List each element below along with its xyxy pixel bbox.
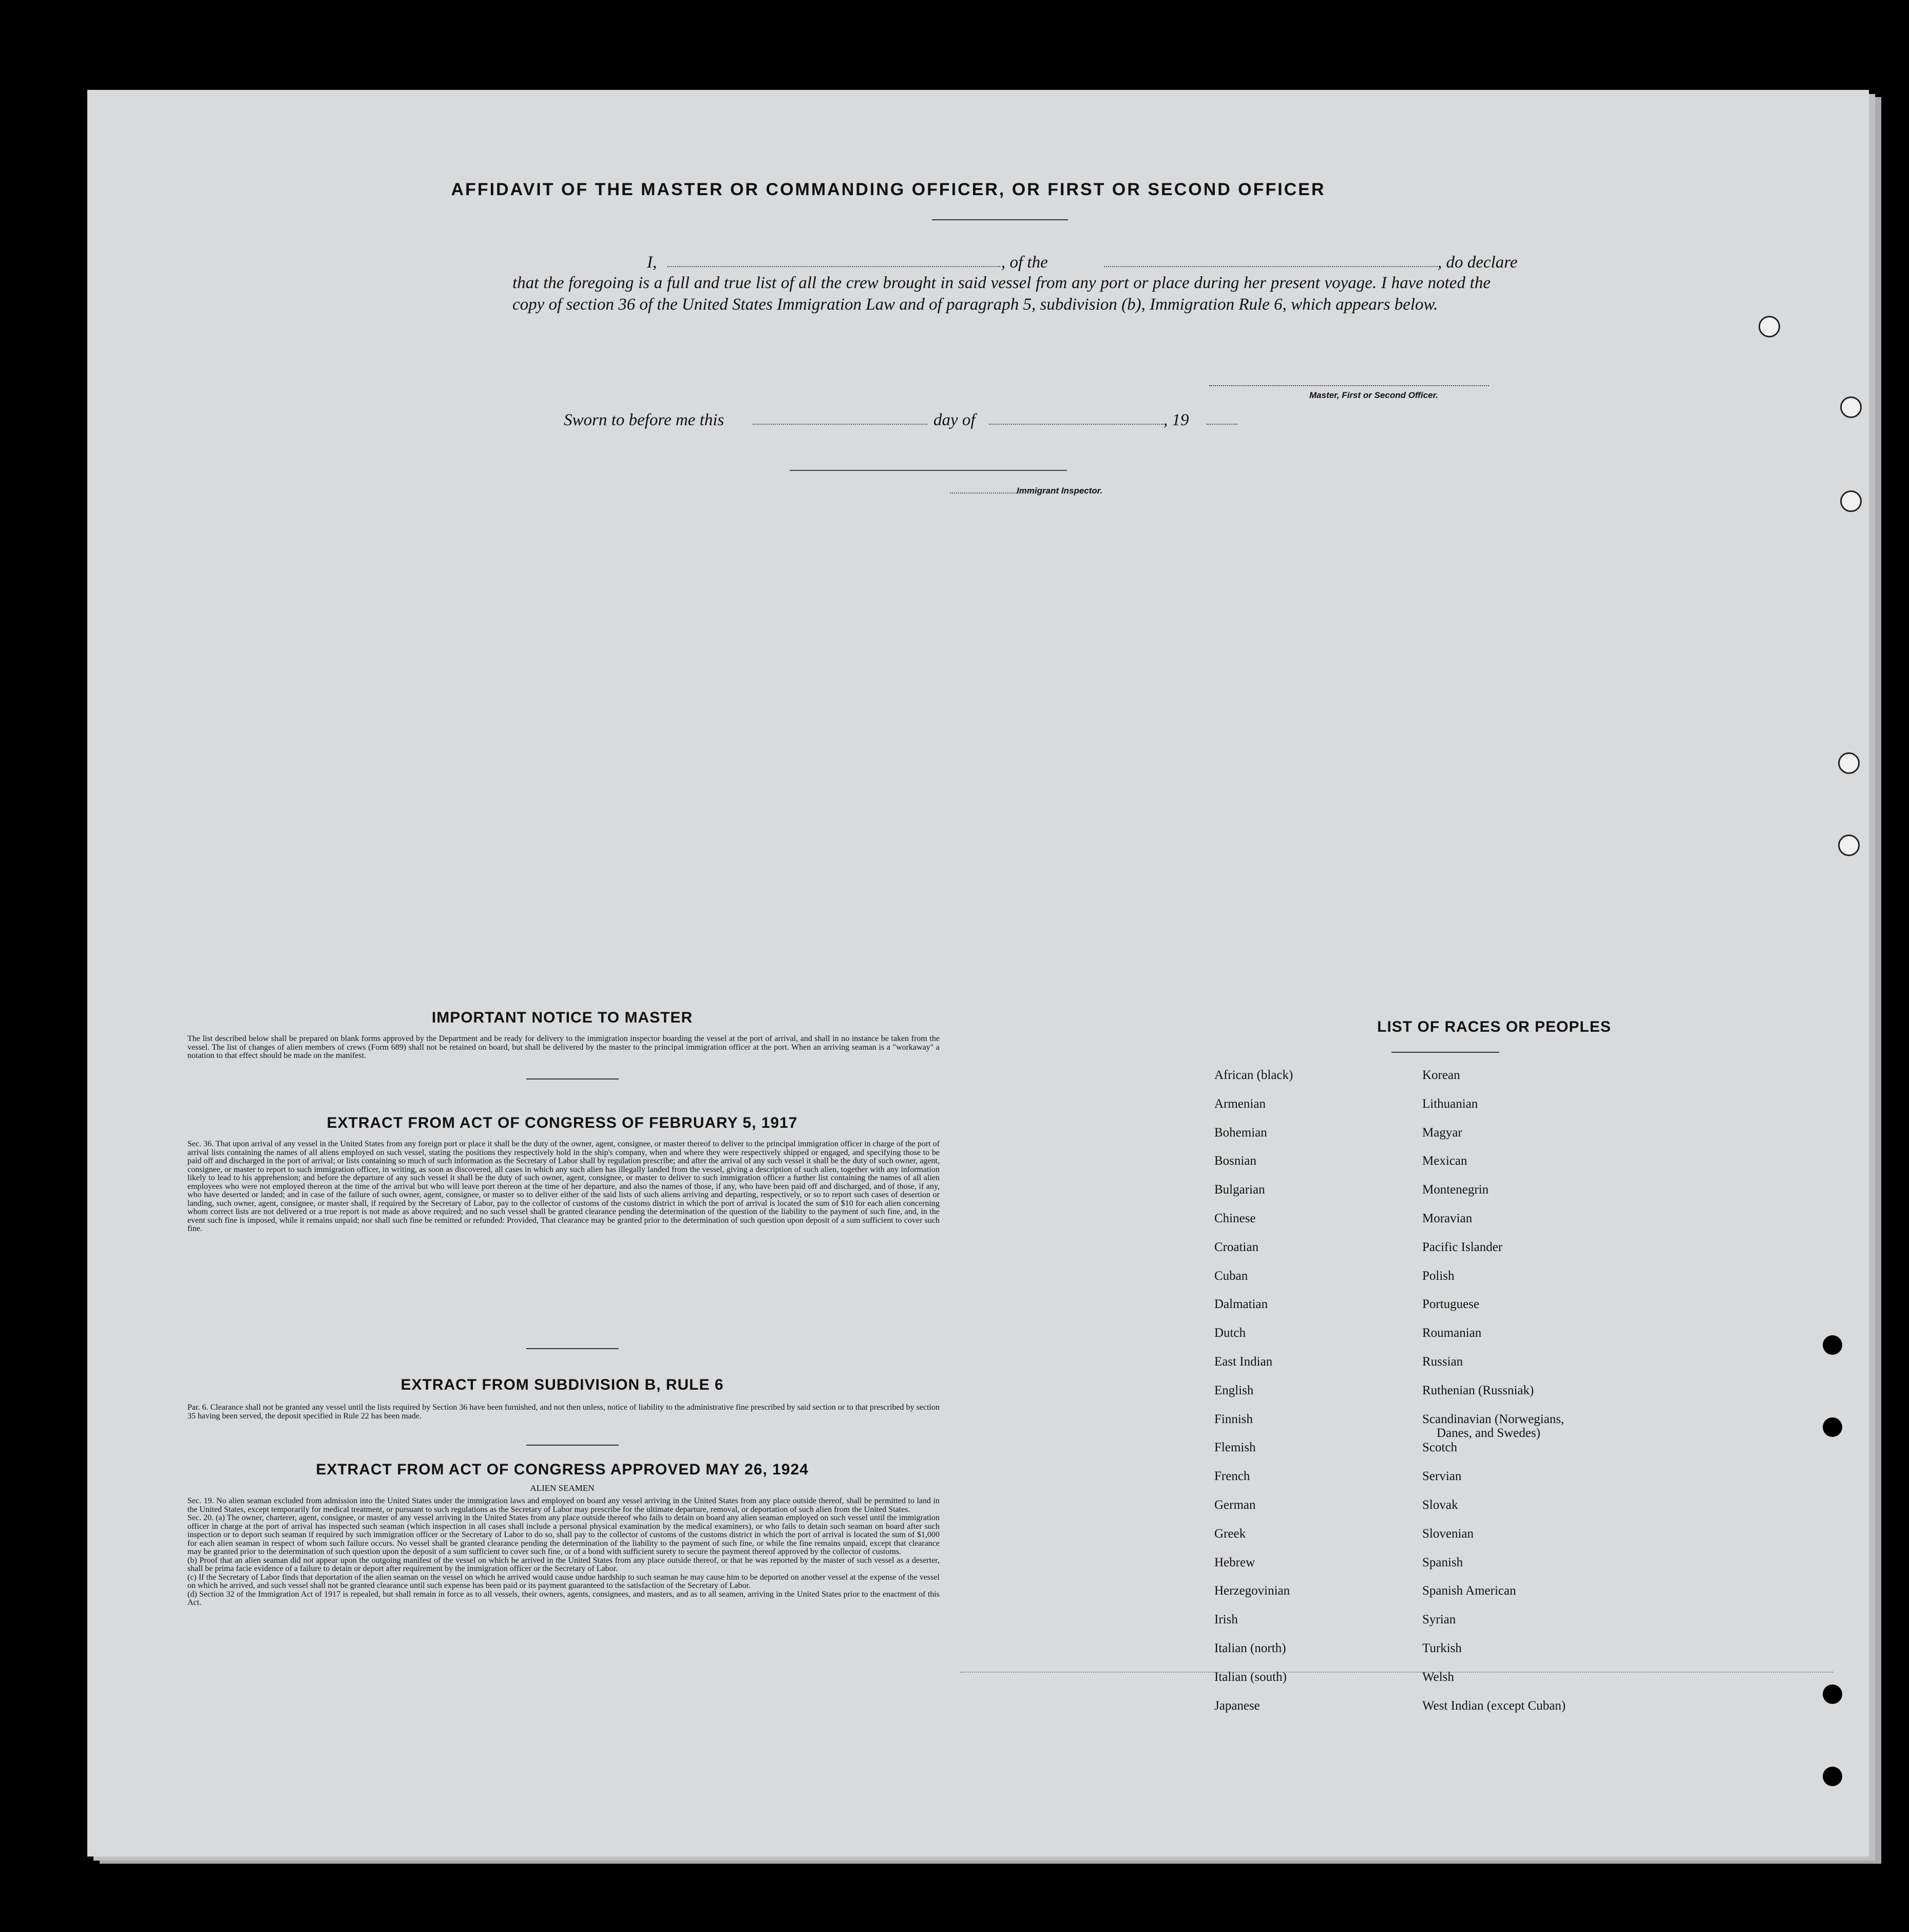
race-col2-item: Magyar — [1422, 1125, 1462, 1140]
race-col1-item: African (black) — [1214, 1068, 1293, 1082]
race-col1-item: Bulgarian — [1214, 1183, 1265, 1197]
rule6-text: Par. 6. Clearance shall not be granted any vessel until the lists required by Section 36 have been furnished, and not then unless, notice of liability to the administrative fine prescribed by said section or to that prescribed by section 35 having been served, the deposit specified in Rule 22 has been made. — [187, 1403, 940, 1420]
inspector-signature-line[interactable] — [790, 470, 1067, 471]
race-col2-item: Polish — [1422, 1268, 1455, 1283]
vessel-field[interactable] — [1104, 252, 1438, 267]
sec20a-text: Sec. 20. (a) The owner, charterer, agent, consignee, or master of any vessel arriving in the United States from any place outside thereof who fails to detain on board any alien seaman employed on such vessel until the immigration officer in charge at the port of arrival has inspected such seaman (which inspection in all cases shall include a personal physical examination by the medical examiners), or who fails to detain such seaman on board after such inspection or to deport such seaman if required by such immigration officer or the Secretary of Labor to do so, shall pay to the collector of customs of the customs district in which the port of arrival is located the sum of $1,000 for each alien seaman in respect of whom such failure occurs. No vessel shall be granted clearance pending the determination of the liability to the payment of such fine, or while the fine remains unpaid, except that clearance may be granted prior to the determination of such question upon the deposit of a sum sufficient to cover such fine, or of a bond with sufficient surety to secure the payment thereof approved by the collector of customs. — [187, 1513, 940, 1556]
sec19-text: Sec. 19. No alien seaman excluded from admission into the United States under the immigration laws and employed on board any vessel arriving in the United States from any place outside thereof, shall be permitted to land in the United States, except temporarily for medical treatment, or pursuant to such regulations as the Secretary of Labor may prescribe for the ultimate departure, removal, or deportation of such alien from the United States. — [187, 1497, 940, 1514]
notice-rule — [526, 1078, 619, 1079]
race-col2-item: West Indian (except Cuban) — [1422, 1698, 1566, 1713]
act1924-subtitle: ALIEN SEAMEN — [530, 1483, 595, 1493]
race-col2-item: Slovenian — [1422, 1526, 1474, 1541]
races-title: LIST OF RACES OR PEOPLES — [1377, 1018, 1611, 1035]
race-col1-item: Italian (north) — [1214, 1641, 1286, 1655]
binder-hole-ring-3 — [1840, 490, 1862, 512]
act1924-text — [187, 1497, 940, 1607]
race-col1-item: Dutch — [1214, 1326, 1246, 1340]
race-col1-item: Dalmatian — [1214, 1297, 1268, 1312]
document-page — [87, 90, 1869, 1857]
inspector-label-text: Immigrant Inspector. — [1017, 486, 1103, 496]
inspector-label — [950, 485, 1102, 496]
title-rule — [932, 219, 1068, 220]
act1917-rule — [526, 1348, 619, 1349]
sec20b-text: (b) Proof that an alien seaman did not appear upon the outgoing manifest of the vessel on which he arrived in the United States from any place outside thereof, or that he was reported by the master of such vessel as a deserter, shall be prima facie evidence of a failure to detain or deport after requirement by the immigration officer or the Secretary of Labor. — [187, 1556, 940, 1573]
affidavit-of-label: , of the — [1001, 253, 1048, 272]
binder-hole-2 — [1823, 1417, 1842, 1437]
rule6-rule — [526, 1445, 619, 1446]
sworn-year-field[interactable] — [1207, 409, 1237, 425]
race-col1-item: Croatian — [1214, 1240, 1259, 1254]
race-col1-item: Flemish — [1214, 1441, 1256, 1455]
sec20c-text: (c) If the Secretary of Labor finds that deportation of the alien seaman on the vessel on which he arrived would cause undue hardship to such seaman he may cause him to be deported on another vessel at the expense of the vessel on which he arrived, and such vessel shall not be granted clearance until such expense has been paid or its payment guaranteed to the satisfaction of the Secretary of Labor. — [187, 1573, 940, 1590]
notice-text: The list described below shall be prepared on blank forms approved by the Department and be ready for delivery to the immigration inspector boarding the vessel at the port of arrival, and shall in no instance be taken from the vessel. The list of changes of alien members of crews (Form 689) shall not be retained on board, but shall be delivered by the master to the principal immigration officer at the port. When an arriving seaman is a "workaway" a notation to that effect should be made on the manifest. — [187, 1034, 940, 1060]
master-label: Master, First or Second Officer. — [1309, 390, 1438, 400]
race-col2-item: Ruthenian (Russniak) — [1422, 1383, 1534, 1397]
binder-hole-1 — [1823, 1335, 1842, 1355]
race-col1-item: Cuban — [1214, 1268, 1248, 1283]
race-col1-item: Herzegovinian — [1214, 1584, 1290, 1598]
race-col1-item: Finnish — [1214, 1412, 1253, 1426]
sworn-day-field[interactable] — [753, 409, 927, 425]
race-col1-item: Hebrew — [1214, 1555, 1255, 1569]
race-col2-item: Pacific Islander — [1422, 1240, 1503, 1254]
race-col2-item: Syrian — [1422, 1613, 1456, 1627]
race-col1-item: German — [1214, 1498, 1256, 1512]
race-col2-item: Mexican — [1422, 1154, 1467, 1168]
race-col2-item: Welsh — [1422, 1670, 1454, 1684]
rule6-title: EXTRACT FROM SUBDIVISION B, RULE 6 — [400, 1376, 724, 1393]
race-col1-item: Irish — [1214, 1613, 1238, 1627]
race-col2-item: Lithuanian — [1422, 1096, 1478, 1111]
race-col1-item: Chinese — [1214, 1211, 1256, 1225]
sworn-month-field[interactable] — [989, 409, 1163, 425]
affidavit-paragraph: that the foregoing is a full and true list of all the crew brought in said vessel from any port or place during her present voyage. I have noted the copy of section 36 of the United States Immigration Law and of paragraph 5, subdivision (b), Immigration Rule 6, which appears below. — [512, 274, 1491, 314]
dotted-divider — [960, 1672, 1833, 1673]
race-col1-item: Bohemian — [1214, 1125, 1267, 1140]
race-col2-item: Moravian — [1422, 1211, 1473, 1225]
affidavit-declare-label: , do declare — [1438, 253, 1518, 272]
master-signature-line[interactable] — [1209, 385, 1489, 386]
race-col2-item: Roumanian — [1422, 1326, 1482, 1340]
race-col2-item: Scotch — [1422, 1441, 1458, 1455]
sworn-day-label: day of — [933, 411, 976, 429]
race-col2-item: Turkish — [1422, 1641, 1462, 1655]
race-col2-item: Slovak — [1422, 1498, 1458, 1512]
sworn-year-label: , 19 — [1163, 411, 1189, 429]
race-col1-item: Japanese — [1214, 1698, 1260, 1713]
name-field[interactable] — [667, 252, 1000, 267]
binder-hole-ring-4 — [1838, 752, 1860, 774]
binder-hole-ring-5 — [1838, 835, 1860, 856]
race-col1-item: English — [1214, 1383, 1254, 1397]
inspector-dots — [950, 485, 1017, 494]
sworn-label: Sworn to before me this — [564, 411, 724, 429]
bleed-through — [549, 146, 1422, 660]
act1917-text: Sec. 36. That upon arrival of any vessel in the United States from any foreign port or place it shall be the duty of the owner, agent, consignee, or master thereof to deliver to the principal immigration officer in charge of the port of arrival lists containing the names of all aliens employed on such vessel, stating the positions they respectively hold in the ship's company, when and where they were respectively shipped or engaged, and specifying those to be paid off and discharged in the port of arrival; or lists containing so much of such information as the Secretary of Labor shall by regulation prescribe; and after the arrival of any such vessel it shall be the duty of such owner, agent, consignee, or master to report to such immigration officer, in writing, as soon as discovered, all cases in which any such alien has illegally landed from the vessel, giving a description of such alien, together with any information likely to lead to his apprehension; and before the departure of any such vessel it shall be the duty of such owner, agent, consignee, or master to deliver to such immigration officer a further list containing the names of all alien employees who were not employed thereon at the time of the arrival but who will leave port thereon at the time of her departure, and also the names of those, if any, who have been paid off and discharged, and of those, if any, who have deserted or landed; and in case of the failure of such owner, agent, consignee, or master so to deliver either of the said lists of such aliens arriving and departing, respectively, or so to report such cases of desertion or landing, such owner, agent, consignee, or master shall, if required by the Secretary of Labor, pay to the collector of customs of the customs district in which the port of arrival is located the sum of $10 for each alien concerning whom correct lists are not delivered or a true report is not made as above required; and no such vessel shall be granted clearance pending the determination of the question of the liability to the payment of such fine, and, in the event such fine is imposed, while it remains unpaid; nor shall such fine be remitted or refunded: Provided, That clearance may be granted prior to the determination of such question upon deposit of a sum sufficient to cover such fine. — [187, 1140, 940, 1233]
affidavit-title: AFFIDAVIT OF THE MASTER OR COMMANDING OFFICER, OR FIRST OR SECOND OFFICER — [451, 180, 1326, 199]
notice-title: IMPORTANT NOTICE TO MASTER — [431, 1009, 693, 1026]
race-col2-item: Spanish — [1422, 1555, 1463, 1569]
act1917-title: EXTRACT FROM ACT OF CONGRESS OF FEBRUARY 5, 1917 — [327, 1114, 798, 1131]
race-col2-item: Korean — [1422, 1068, 1460, 1082]
race-col1-item: East Indian — [1214, 1355, 1273, 1369]
binder-hole-ring-2 — [1840, 396, 1862, 418]
race-col1-item: French — [1214, 1469, 1250, 1484]
sworn-line — [564, 409, 1334, 431]
races-rule — [1391, 1052, 1499, 1053]
sec20d-text: (d) Section 32 of the Immigration Act of 1917 is repealed, but shall remain in force as to all vessels, their owners, agents, consignees, and masters, and as to all seamen, arriving in the United States prior to the enactment of this Act. — [187, 1589, 940, 1607]
binder-hole-3 — [1823, 1684, 1842, 1704]
affidavit-i-label: I, — [647, 253, 657, 272]
race-col1-item: Greek — [1214, 1526, 1246, 1541]
race-col1-item: Italian (south) — [1214, 1670, 1287, 1684]
act1924-title: EXTRACT FROM ACT OF CONGRESS APPROVED MAY 26, 1924 — [316, 1461, 809, 1478]
race-col2-item: Russian — [1422, 1355, 1463, 1369]
binder-hole-4 — [1823, 1767, 1842, 1786]
race-col2-item: Scandinavian (Norwegians, — [1422, 1412, 1564, 1426]
race-col1-item: Bosnian — [1214, 1154, 1256, 1168]
race-col2-item: Portuguese — [1422, 1297, 1480, 1312]
race-col2-item: Montenegrin — [1422, 1183, 1489, 1197]
race-col2-item: Servian — [1422, 1469, 1462, 1484]
binder-hole-ring-1 — [1759, 316, 1780, 337]
race-col2-item: Spanish American — [1422, 1584, 1516, 1598]
race-col1-item: Armenian — [1214, 1096, 1266, 1111]
race-col2-continuation: Danes, and Swedes) — [1437, 1426, 1541, 1440]
